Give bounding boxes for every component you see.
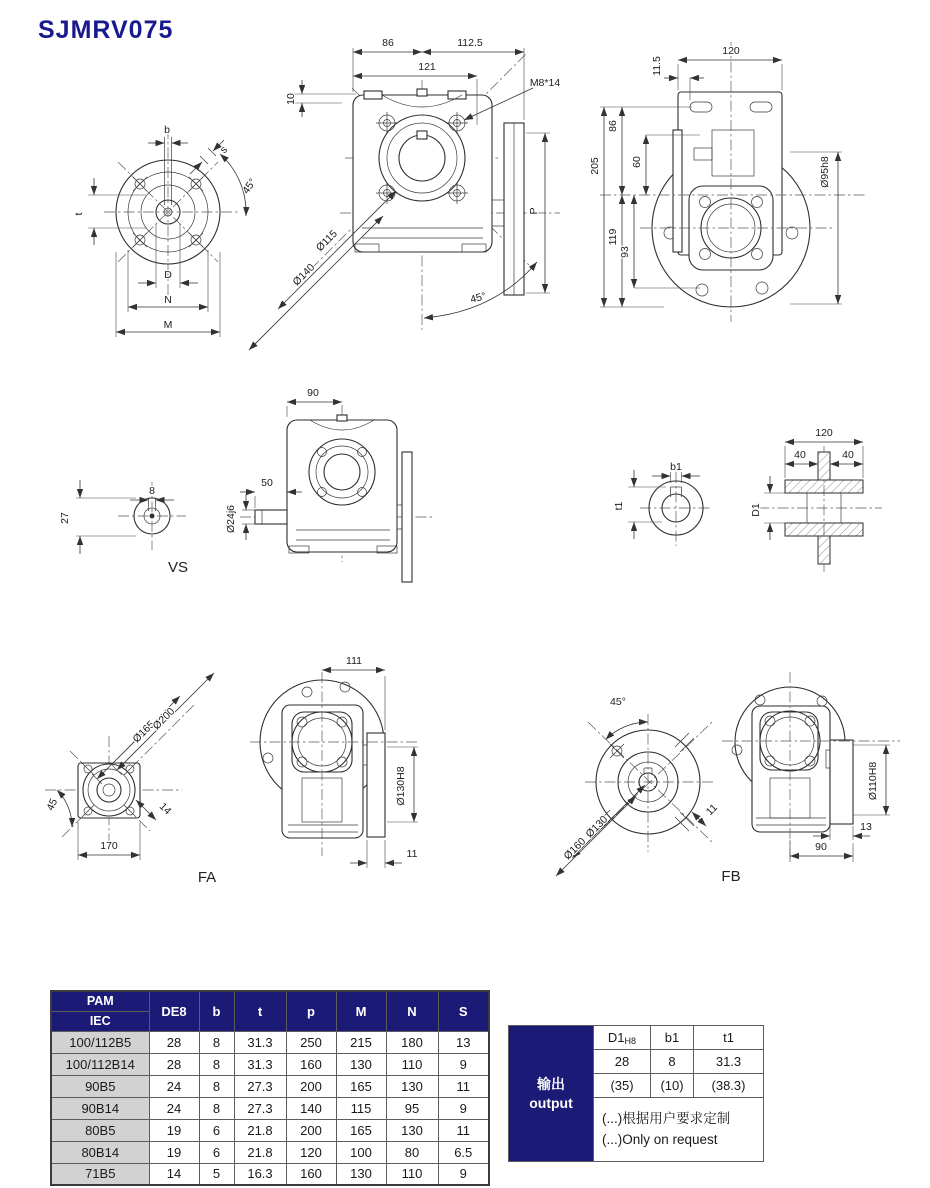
- bolt-hole: [189, 233, 203, 247]
- cell: 27.3: [234, 1097, 286, 1119]
- dim-40-left: 40: [794, 449, 806, 461]
- dim-45deg: 45°: [610, 696, 626, 708]
- cell: 6.5: [438, 1141, 489, 1163]
- dim-45deg: 45°: [240, 176, 260, 197]
- dim-M: M: [163, 319, 173, 331]
- dim-111: 111: [346, 655, 362, 667]
- dim-119: 119: [607, 228, 619, 246]
- dim-13: 13: [860, 821, 872, 833]
- cell: 28: [149, 1053, 199, 1075]
- col-header-s: S: [438, 991, 489, 1031]
- dim-45: 45: [44, 796, 61, 813]
- view-output-bore-section: [750, 427, 882, 572]
- cell: 13: [438, 1031, 489, 1053]
- col-header-m: M: [336, 991, 386, 1031]
- note-en: (...)Only on request: [602, 1131, 718, 1147]
- cell: 8: [199, 1031, 234, 1053]
- cell: 24: [149, 1097, 199, 1119]
- bolt-hole: [133, 177, 147, 191]
- request-note-cell: [594, 1098, 764, 1162]
- table-row: [51, 1031, 489, 1053]
- cell: 180: [386, 1031, 438, 1053]
- dim-90: 90: [815, 841, 827, 853]
- dim-N: N: [164, 294, 172, 306]
- dim-d165: Ø165: [130, 718, 158, 746]
- cell: 160: [286, 1163, 336, 1185]
- table-row: [51, 1141, 489, 1163]
- view-fb-gearbox: [722, 672, 900, 862]
- output-label-en: output: [529, 1094, 573, 1111]
- cell: 5: [199, 1163, 234, 1185]
- cell: 28: [149, 1031, 199, 1053]
- bolt-hole: [189, 177, 203, 191]
- row-label: 80B14: [51, 1141, 149, 1163]
- view-label-fb: FB: [721, 868, 741, 885]
- dim-d160: Ø160: [561, 835, 589, 863]
- dim-11: 11: [703, 801, 720, 818]
- dim-86: 86: [382, 37, 394, 49]
- cell: (38.3): [694, 1074, 764, 1098]
- cell: 100: [336, 1141, 386, 1163]
- cell: 9: [438, 1053, 489, 1075]
- dim-120: 120: [722, 45, 740, 57]
- dim-90: 90: [307, 387, 319, 399]
- dim-11: 11: [406, 848, 418, 860]
- dim-b: b: [164, 124, 170, 136]
- col-header-p: p: [286, 991, 336, 1031]
- cell: 21.8: [234, 1119, 286, 1141]
- cell: 31.3: [234, 1031, 286, 1053]
- cell: 6: [199, 1141, 234, 1163]
- cell: 130: [386, 1075, 438, 1097]
- dim-d24j6: Ø24j6: [225, 504, 237, 534]
- cell: 31.3: [694, 1050, 764, 1074]
- cell: 14: [149, 1163, 199, 1185]
- cell: 11: [438, 1075, 489, 1097]
- output-label-cell: [509, 1026, 594, 1162]
- dim-P: P: [528, 207, 540, 215]
- cell: 95: [386, 1097, 438, 1119]
- col-header-b: b: [199, 991, 234, 1031]
- dim-120: 120: [815, 427, 833, 439]
- cell: 165: [336, 1075, 386, 1097]
- cell: 200: [286, 1075, 336, 1097]
- dim-t1: t1: [613, 501, 625, 511]
- cell: 19: [149, 1119, 199, 1141]
- dim-112-5: 112.5: [457, 37, 483, 49]
- row-label: 100/112B5: [51, 1031, 149, 1053]
- dim-11-5: 11.5: [651, 56, 663, 76]
- table-row: [51, 1097, 489, 1119]
- dim-45deg: 45°: [468, 290, 488, 306]
- bolt-hole: [610, 744, 624, 758]
- d1-label: D1: [607, 1029, 625, 1045]
- cell: 160: [286, 1053, 336, 1075]
- view-gearbox-side: [589, 42, 865, 322]
- cell: (35): [594, 1074, 651, 1098]
- cell: 28: [594, 1050, 651, 1074]
- cell: 19: [149, 1141, 199, 1163]
- cell: 31.3: [234, 1053, 286, 1075]
- row-label: 80B5: [51, 1119, 149, 1141]
- h8-tolerance: H8: [624, 1035, 637, 1046]
- dim-d140: Ø140: [290, 261, 318, 289]
- table-row: [51, 1053, 489, 1075]
- dim-86: 86: [607, 120, 619, 132]
- view-output-bore-end: [613, 461, 712, 546]
- dim-d130h8: Ø130H8: [395, 766, 407, 806]
- table-row: [51, 1119, 489, 1141]
- view-label-fa: FA: [197, 869, 217, 886]
- dim-d130: Ø130: [583, 813, 611, 841]
- cell: 215: [336, 1031, 386, 1053]
- cell: 140: [286, 1097, 336, 1119]
- table-row: [51, 1075, 489, 1097]
- view-vs-shaft-end: [59, 480, 186, 554]
- cell: (10): [651, 1074, 694, 1098]
- cell: 21.8: [234, 1141, 286, 1163]
- output-table: [508, 1025, 764, 1162]
- view-fa-gearbox: [250, 655, 420, 868]
- bolt-hole: [133, 233, 147, 247]
- cell: 110: [386, 1163, 438, 1185]
- dim-121: 121: [418, 61, 436, 73]
- dim-d95h8: Ø95h8: [819, 156, 831, 188]
- dim-8: 8: [149, 485, 155, 497]
- dim-60: 60: [631, 156, 643, 168]
- row-label: 90B14: [51, 1097, 149, 1119]
- dim-205: 205: [589, 157, 601, 175]
- cell: 115: [336, 1097, 386, 1119]
- cell: 24: [149, 1075, 199, 1097]
- cell: 130: [336, 1163, 386, 1185]
- view-fb-flange-face: [556, 696, 720, 876]
- note-cn: (...)根据用户要求定制: [602, 1110, 731, 1126]
- col-header-de8: DE8: [149, 991, 199, 1031]
- view-input-flange-front: [73, 124, 259, 337]
- dim-d200: Ø200: [150, 705, 178, 733]
- table-row: [51, 1163, 489, 1185]
- cell: 165: [336, 1119, 386, 1141]
- cell: 27.3: [234, 1075, 286, 1097]
- cell: 9: [438, 1163, 489, 1185]
- col-header-t: t: [234, 991, 286, 1031]
- dim-93: 93: [619, 246, 631, 258]
- dim-t: t: [73, 212, 85, 216]
- dim-27: 27: [59, 512, 71, 524]
- cell: 16.3: [234, 1163, 286, 1185]
- dim-14: 14: [156, 800, 174, 818]
- dim-10: 10: [285, 93, 297, 105]
- output-label-cn: 输出: [537, 1075, 565, 1092]
- cell: 120: [286, 1141, 336, 1163]
- cell: 11: [438, 1119, 489, 1141]
- dim-40-right: 40: [842, 449, 854, 461]
- header-iec: IEC: [51, 1011, 149, 1031]
- col-header-b1: b1: [651, 1026, 694, 1050]
- cell: 6: [199, 1119, 234, 1141]
- row-label: 90B5: [51, 1075, 149, 1097]
- dim-50: 50: [261, 477, 273, 489]
- col-header-d1h8: [594, 1026, 651, 1050]
- thread-callout: M8*14: [529, 77, 561, 89]
- pam-iec-table: [50, 990, 490, 1186]
- cell: 80: [386, 1141, 438, 1163]
- view-vs-gearbox: [225, 387, 435, 582]
- dim-170: 170: [100, 840, 118, 852]
- col-header-t1: t1: [694, 1026, 764, 1050]
- dim-s: s: [217, 143, 230, 156]
- cell: 8: [199, 1097, 234, 1119]
- cell: 130: [336, 1053, 386, 1075]
- dim-d110h8: Ø110H8: [867, 761, 879, 801]
- page-title: SJMRV075: [38, 16, 174, 44]
- dim-D1: D1: [750, 503, 762, 517]
- cell: 250: [286, 1031, 336, 1053]
- col-header-n: N: [386, 991, 438, 1031]
- row-label: 100/112B14: [51, 1053, 149, 1075]
- header-pam: PAM: [51, 991, 149, 1011]
- dim-d115: Ø115: [313, 227, 340, 254]
- row-label: 71B5: [51, 1163, 149, 1185]
- view-gearbox-front: [249, 37, 560, 350]
- cell: 110: [386, 1053, 438, 1075]
- cell: 130: [386, 1119, 438, 1141]
- view-fa-flange-face: [44, 673, 214, 860]
- cell: 200: [286, 1119, 336, 1141]
- cell: 9: [438, 1097, 489, 1119]
- dim-b1: b1: [670, 461, 682, 473]
- cell: 8: [199, 1053, 234, 1075]
- cell: 8: [651, 1050, 694, 1074]
- dim-D: D: [164, 269, 172, 281]
- view-label-vs: VS: [167, 559, 189, 576]
- cell: 8: [199, 1075, 234, 1097]
